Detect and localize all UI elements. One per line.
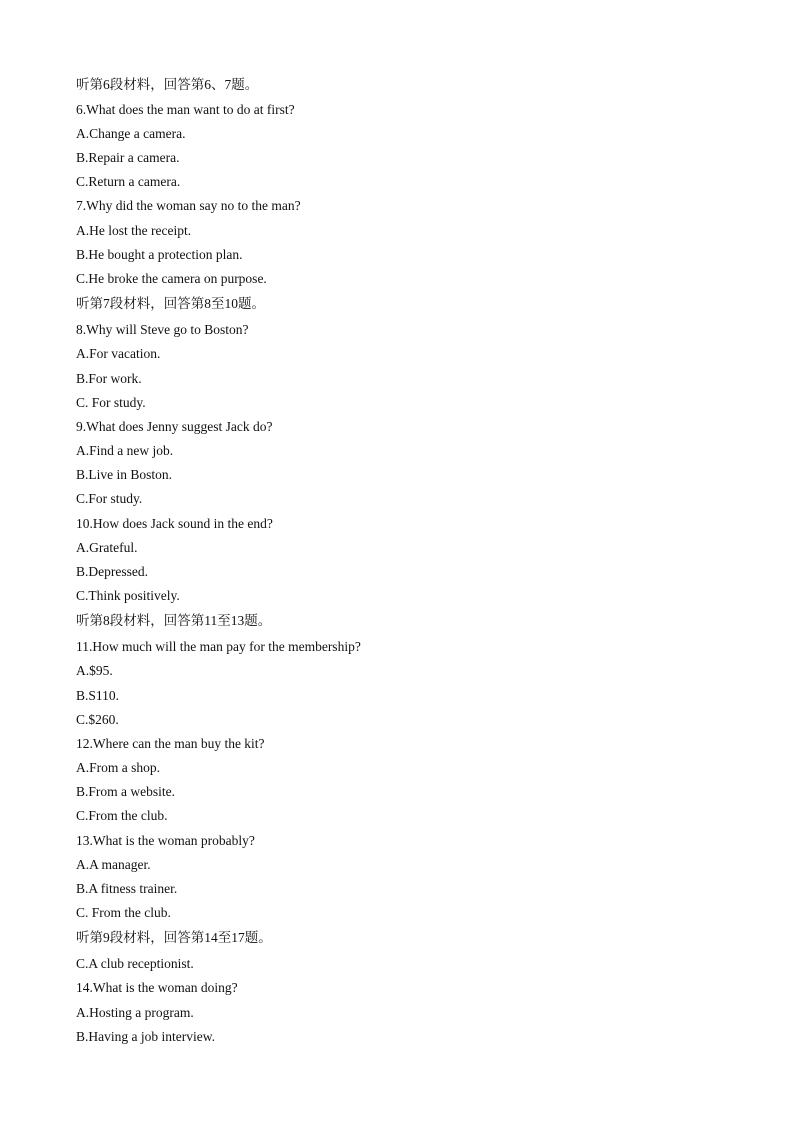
question-7: 7.Why did the woman say no to the man? [76,198,301,213]
question-14: 14.What is the woman doing? [76,980,238,995]
option-13a: A.A manager. [76,857,151,872]
option-11c: C.$260. [76,712,119,727]
option-12b: B.From a website. [76,784,175,799]
option-13c-receptionist: C.A club receptionist. [76,956,194,971]
option-13b: B.A fitness trainer. [76,881,178,896]
option-11a: A.$95. [76,663,113,678]
question-13: 13.What is the woman probably? [76,833,255,848]
option-10a: A.Grateful. [76,540,138,555]
option-14b: B.Having a job interview. [76,1029,215,1044]
question-8: 8.Why will Steve go to Boston? [76,322,249,337]
option-9b: B.Live in Boston. [76,467,173,482]
option-14a: A.Hosting a program. [76,1005,194,1020]
option-10b: B.Depressed. [76,564,148,579]
question-11: 11.How much will the man pay for the membership? [76,639,361,654]
section-heading-6: 听第6段材料，回答第6、7题。 [76,77,259,92]
question-12: 12.Where can the man buy the kit? [76,736,265,751]
option-12a: A.From a shop. [76,760,160,775]
option-6a: A.Change a camera. [76,126,186,141]
question-9: 9.What does Jenny suggest Jack do? [76,419,273,434]
option-8c: C. For study. [76,395,146,410]
option-8a: A.For vacation. [76,346,161,361]
option-13c: C. From the club. [76,905,171,920]
option-8b: B.For work. [76,371,142,386]
section-heading-8: 听第8段材料，回答第11至13题。 [76,613,272,628]
option-9a: A.Find a new job. [76,443,174,458]
option-7c: C.He broke the camera on purpose. [76,271,267,286]
question-10: 10.How does Jack sound in the end? [76,516,273,531]
option-7a: A.He lost the receipt. [76,223,192,238]
question-6: 6.What does the man want to do at first? [76,102,295,117]
section-heading-7: 听第7段材料，回答第8至10题。 [76,296,265,311]
option-6c: C.Return a camera. [76,174,181,189]
option-9c: C.For study. [76,491,143,506]
option-11b: B.S110. [76,688,120,703]
option-12c: C.From the club. [76,808,168,823]
option-10c: C.Think positively. [76,588,180,603]
section-heading-9: 听第9段材料，回答第14至17题。 [76,930,272,945]
option-6b: B.Repair a camera. [76,150,180,165]
option-7b: B.He bought a protection plan. [76,247,243,262]
